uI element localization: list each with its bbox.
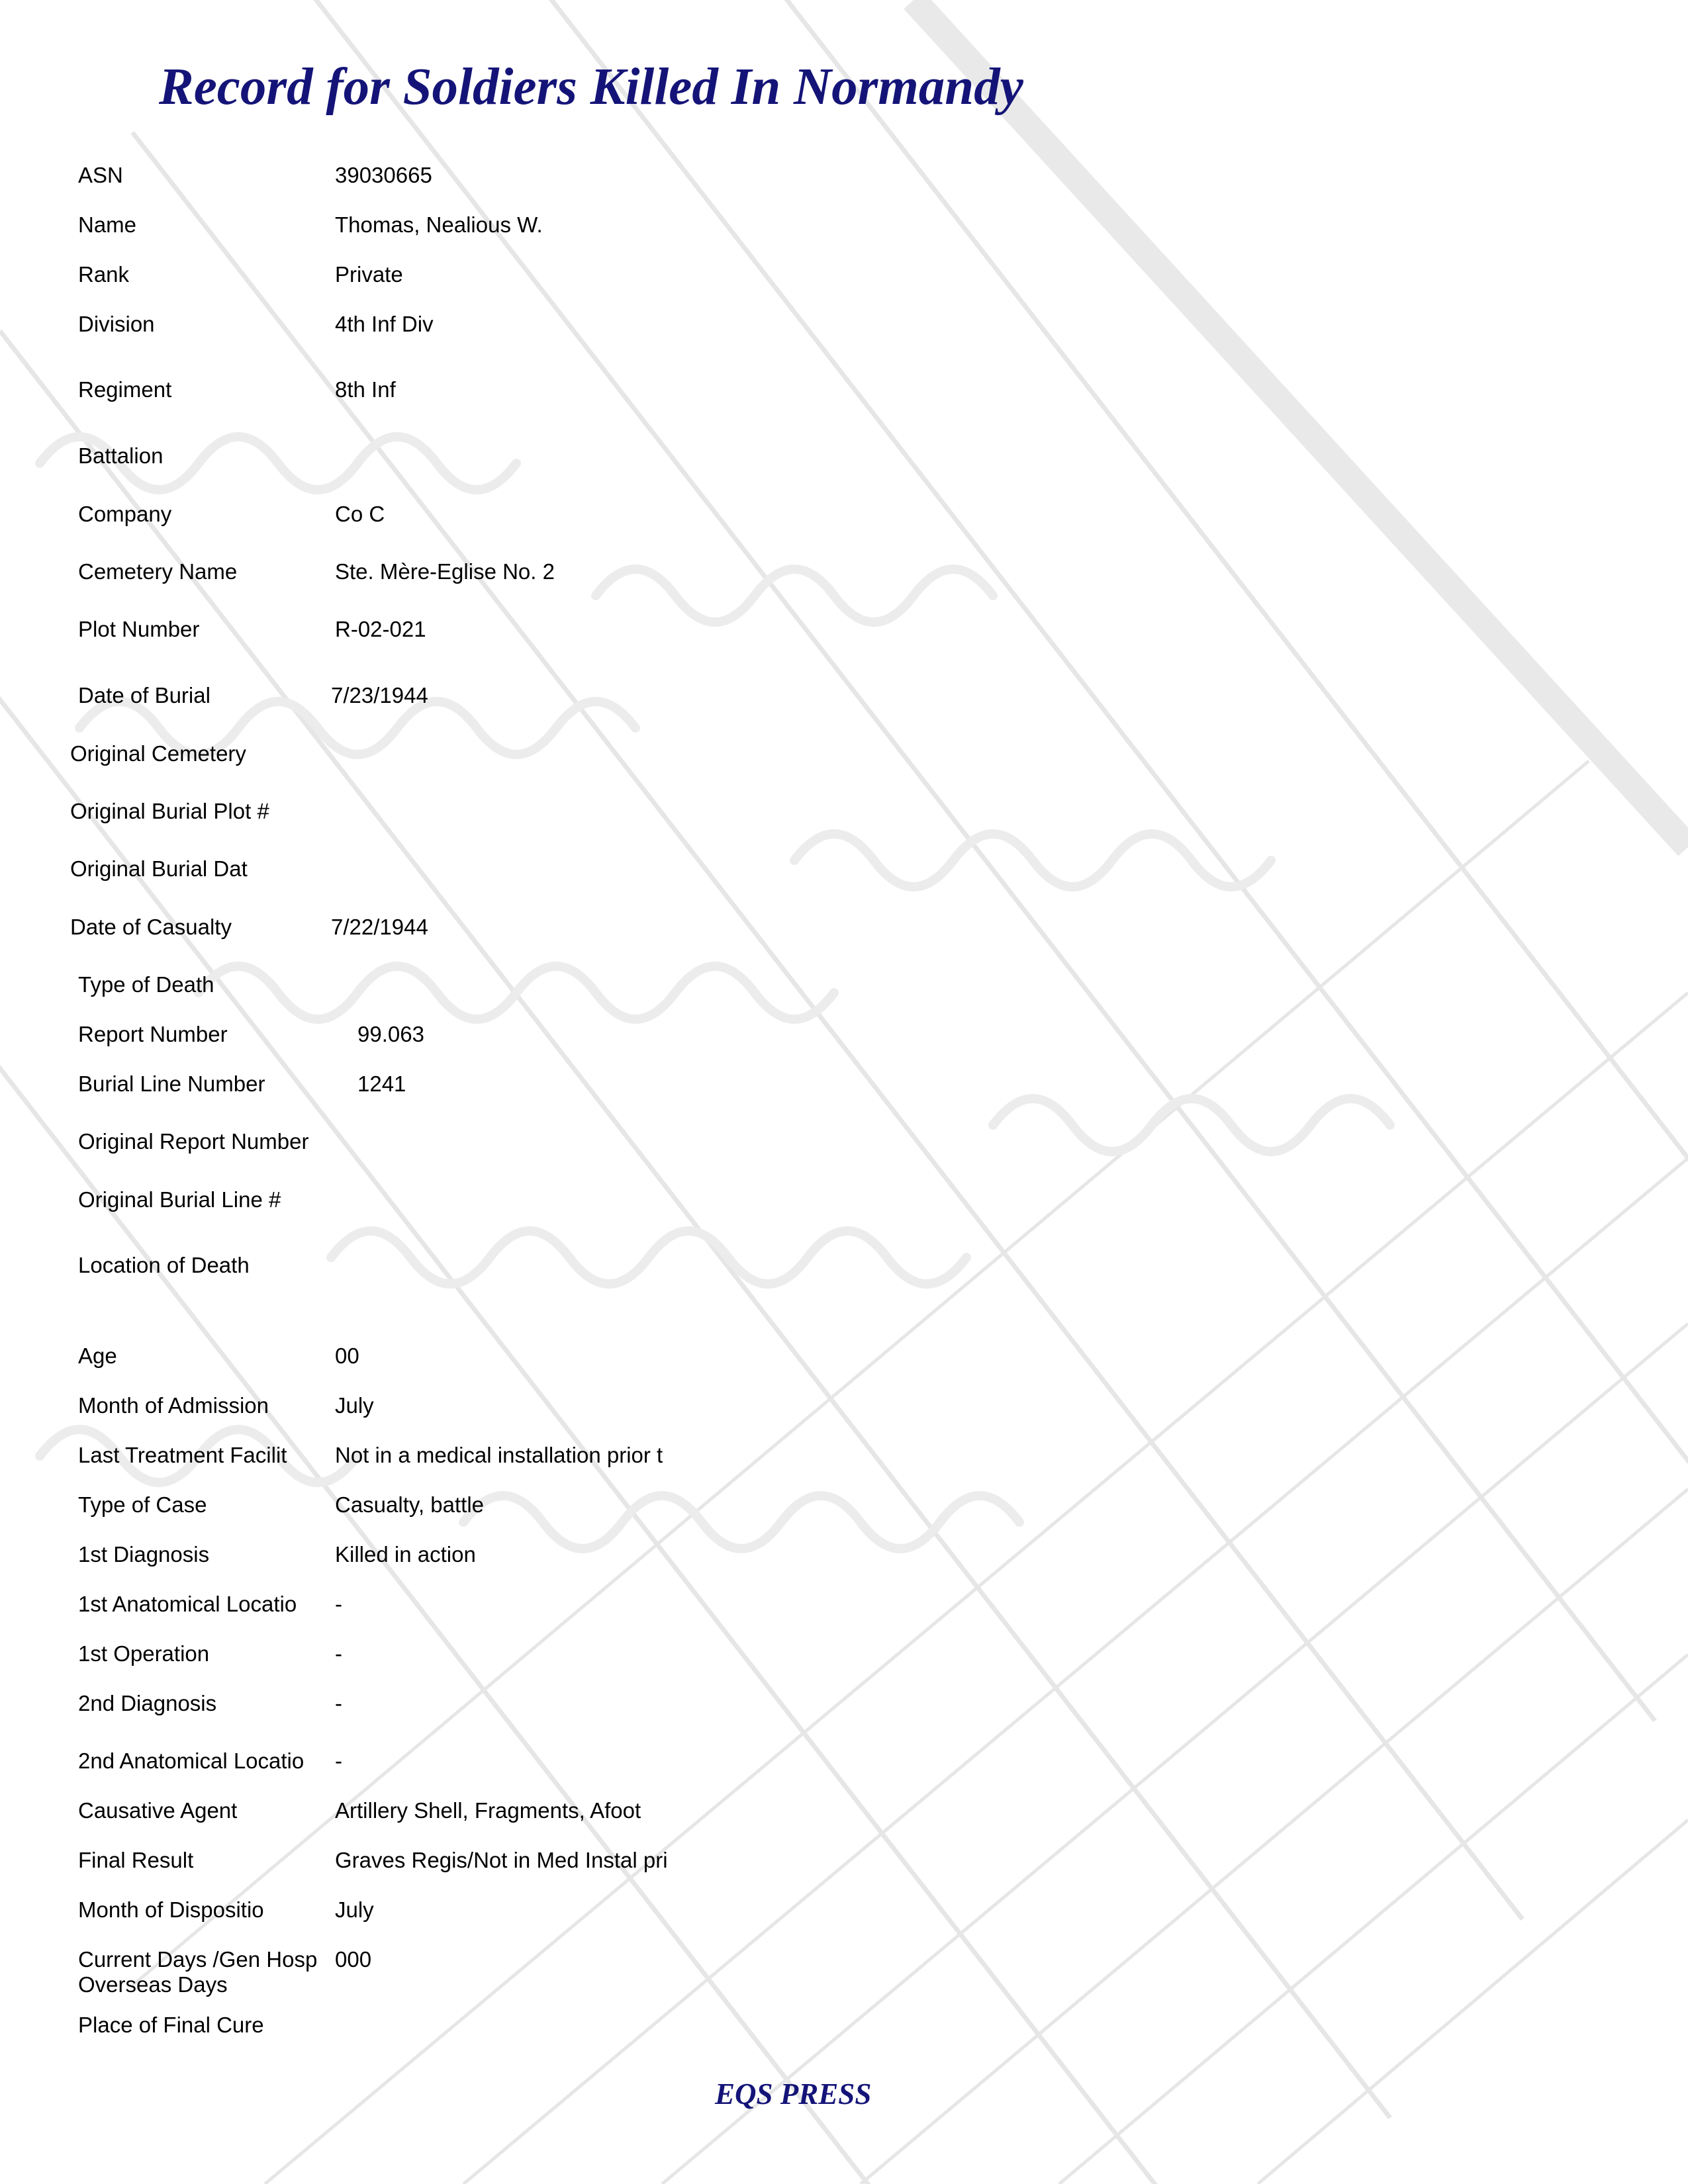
first-anatomical-location-value: -: [335, 1592, 342, 1616]
cemetery-name-label: Cemetery Name: [78, 559, 238, 584]
place-of-final-cure-label: Place of Final Cure: [78, 2013, 264, 2037]
last-treatment-facility-label: Last Treatment Facilit: [78, 1443, 287, 1467]
page-title: Record for Soldiers Killed In Normandy: [159, 58, 1023, 116]
date-of-burial-value: 7/23/1944: [331, 683, 428, 707]
battalion-label: Battalion: [78, 443, 164, 468]
type-of-case-value: Casualty, battle: [335, 1492, 485, 1517]
month-of-admission-value: July: [335, 1393, 374, 1418]
current-days-label: Current Days /Gen Hosp: [78, 1947, 318, 1972]
final-result-value: Graves Regis/Not in Med Instal pri: [335, 1848, 668, 1872]
plot-number-value: R-02-021: [335, 617, 426, 641]
asn-label: ASN: [78, 163, 123, 187]
first-operation-value: -: [335, 1641, 342, 1666]
causative-agent-value: Artillery Shell, Fragments, Afoot: [335, 1798, 641, 1823]
regiment-label: Regiment: [78, 377, 172, 402]
first-diagnosis-value: Killed in action: [335, 1542, 476, 1567]
division-value: 4th Inf Div: [335, 312, 434, 336]
division-label: Division: [78, 312, 155, 336]
final-result-label: Final Result: [78, 1848, 194, 1872]
second-diagnosis-label: 2nd Diagnosis: [78, 1691, 217, 1715]
burial-line-number-label: Burial Line Number: [78, 1071, 265, 1096]
company-label: Company: [78, 502, 172, 526]
burial-line-number-value: 1241: [357, 1071, 406, 1096]
date-of-casualty-value: 7/22/1944: [331, 915, 428, 939]
current-days-value: 000: [335, 1947, 372, 1972]
month-of-admission-label: Month of Admission: [78, 1393, 269, 1418]
second-anatomical-location-value: -: [335, 1749, 342, 1773]
second-anatomical-location-label: 2nd Anatomical Locatio: [78, 1749, 305, 1773]
original-burial-dat-label: Original Burial Dat: [70, 856, 248, 881]
name-value: Thomas, Nealious W.: [335, 212, 543, 237]
original-burial-plot-label: Original Burial Plot #: [70, 799, 269, 823]
original-report-number-label: Original Report Number: [78, 1129, 309, 1154]
report-number-value: 99.063: [357, 1022, 424, 1046]
age-value: 00: [335, 1343, 359, 1368]
type-of-death-label: Type of Death: [78, 972, 214, 997]
first-anatomical-location-label: 1st Anatomical Locatio: [78, 1592, 297, 1616]
month-of-disposition-label: Month of Dispositio: [78, 1897, 264, 1922]
location-of-death-label: Location of Death: [78, 1253, 250, 1277]
last-treatment-facility-value: Not in a medical installation prior t: [335, 1443, 663, 1467]
report-number-label: Report Number: [78, 1022, 228, 1046]
second-diagnosis-value: -: [335, 1691, 342, 1715]
type-of-case-label: Type of Case: [78, 1492, 207, 1517]
original-burial-line-label: Original Burial Line #: [78, 1187, 281, 1212]
company-value: Co C: [335, 502, 385, 526]
causative-agent-label: Causative Agent: [78, 1798, 238, 1823]
first-operation-label: 1st Operation: [78, 1641, 210, 1666]
age-label: Age: [78, 1343, 117, 1368]
rank-label: Rank: [78, 262, 130, 287]
first-diagnosis-label: 1st Diagnosis: [78, 1542, 210, 1567]
name-label: Name: [78, 212, 137, 237]
regiment-value: 8th Inf: [335, 377, 396, 402]
date-of-casualty-label: Date of Casualty: [70, 915, 232, 939]
rank-value: Private: [335, 262, 403, 287]
asn-value: 39030665: [335, 163, 432, 187]
publisher-footer: EQS PRESS: [715, 2077, 872, 2111]
plot-number-label: Plot Number: [78, 617, 200, 641]
cemetery-name-value: Ste. Mère-Eglise No. 2: [335, 559, 555, 584]
month-of-disposition-value: July: [335, 1897, 374, 1922]
overseas-days-label: Overseas Days: [78, 1972, 228, 1997]
date-of-burial-label: Date of Burial: [78, 683, 211, 707]
original-cemetery-label: Original Cemetery: [70, 741, 246, 766]
